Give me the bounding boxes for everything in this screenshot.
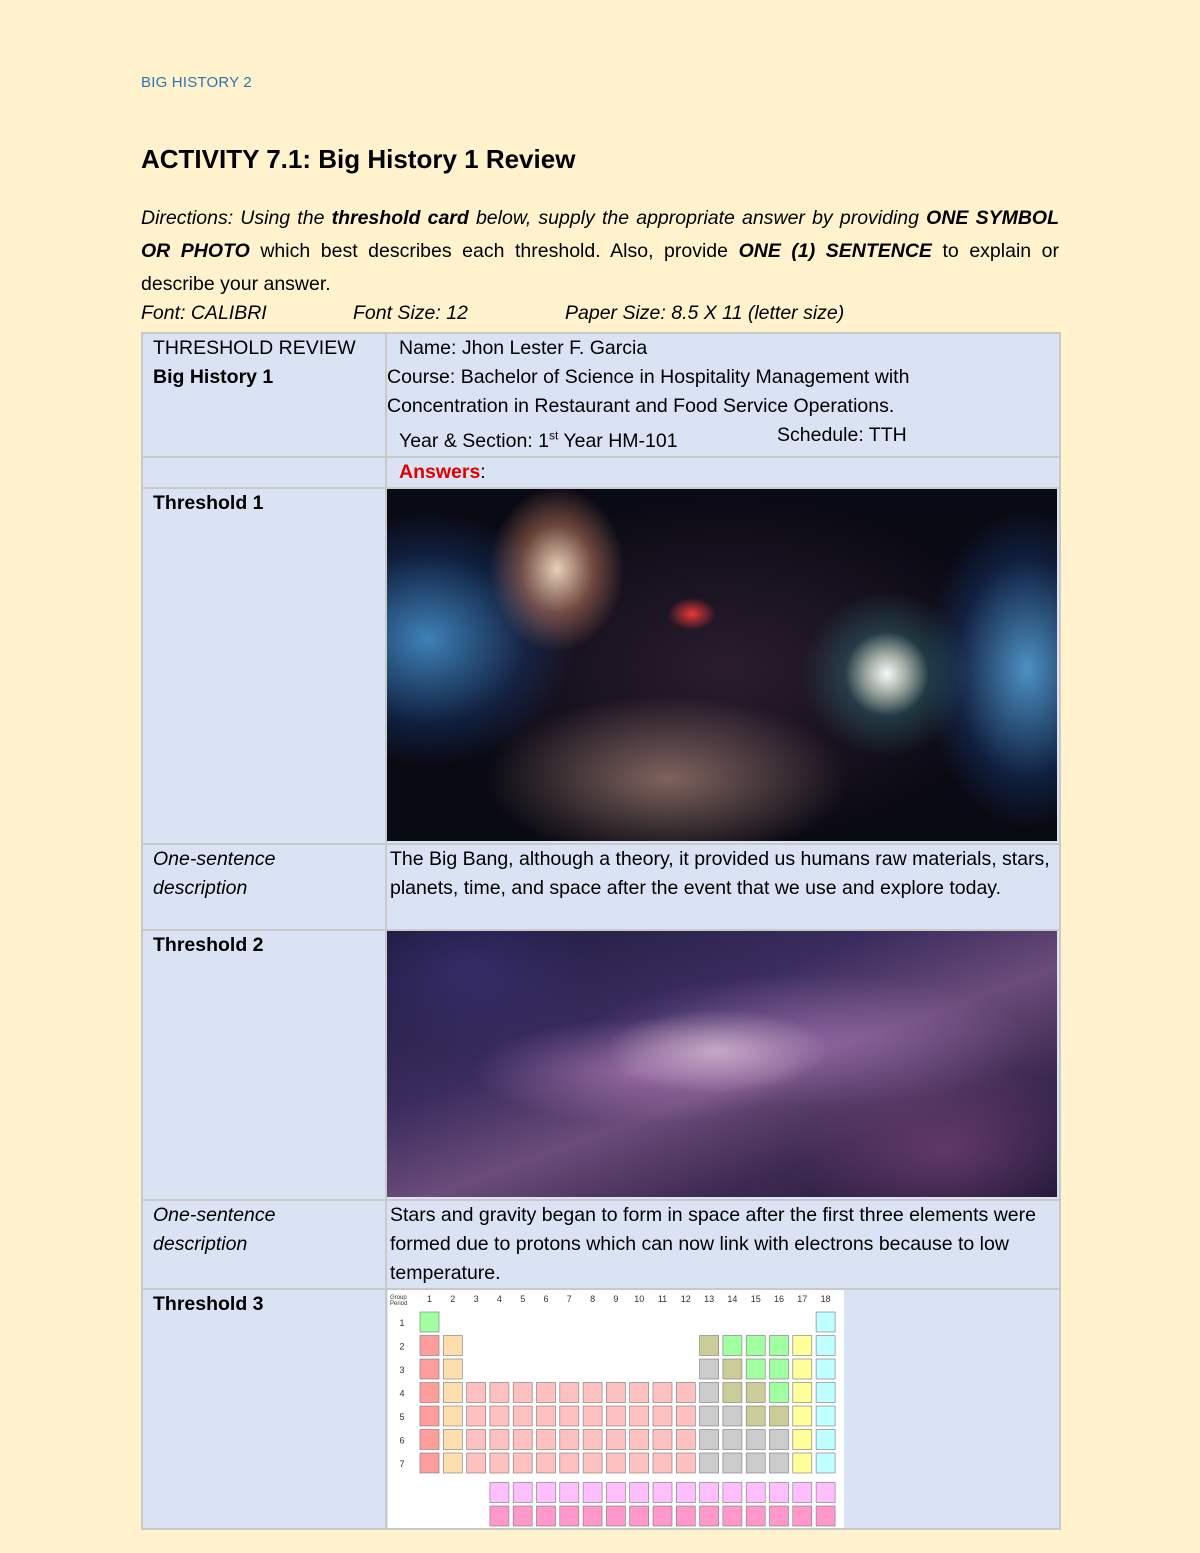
threshold-2-label: Threshold 2 <box>142 930 386 1200</box>
element-cell <box>770 1335 789 1355</box>
element-cell <box>420 1429 439 1449</box>
element-cell <box>420 1406 439 1426</box>
element-cell <box>793 1482 812 1502</box>
element-cell <box>770 1429 789 1449</box>
element-cell <box>490 1406 509 1426</box>
card-left-header <box>142 333 386 457</box>
element-cell <box>723 1335 742 1355</box>
element-cell <box>700 1429 719 1449</box>
element-cell <box>816 1406 835 1426</box>
element-cell <box>700 1335 719 1355</box>
big-bang-image <box>387 489 1057 841</box>
element-cell <box>700 1453 719 1473</box>
element-cell <box>653 1382 672 1402</box>
threshold-1-desc-label: One-sentence description <box>142 844 386 930</box>
group-number: 6 <box>543 1293 549 1304</box>
element-cell <box>560 1406 579 1426</box>
element-cell <box>537 1382 556 1402</box>
element-cell <box>583 1406 602 1426</box>
big-history-1-label: Big History 1 <box>153 366 274 388</box>
element-cell <box>770 1382 789 1402</box>
threshold-1-label: Threshold 1 <box>142 488 386 844</box>
group-number: 7 <box>566 1293 572 1304</box>
year-section: Year & Section: 1st Year HM-101 <box>399 428 678 452</box>
student-name: Name: Jhon Lester F. Garcia <box>399 337 648 359</box>
element-cell <box>606 1406 625 1426</box>
element-cell <box>793 1382 812 1402</box>
element-cell <box>583 1506 602 1526</box>
element-cell <box>700 1406 719 1426</box>
answers-label: Answers <box>399 460 481 483</box>
element-cell <box>700 1506 719 1526</box>
galaxy-image <box>387 931 1057 1197</box>
group-number: 10 <box>634 1293 645 1304</box>
group-number: 8 <box>590 1293 596 1304</box>
directions-one-sentence: ONE (1) SENTENCE <box>738 240 932 262</box>
element-cell <box>653 1482 672 1502</box>
element-cell <box>420 1359 439 1379</box>
element-cell <box>723 1453 742 1473</box>
element-cell <box>513 1429 532 1449</box>
element-cell <box>793 1406 812 1426</box>
period-label: Period <box>390 1300 408 1307</box>
period-number: 6 <box>399 1435 405 1445</box>
element-cell <box>746 1506 765 1526</box>
threshold-2-description: Stars and gravity began to form in space after the first three elements were formed due to protons which can now link with electrons because to low temperature. <box>386 1200 1060 1289</box>
group-number: 9 <box>613 1293 619 1304</box>
element-cell <box>630 1406 649 1426</box>
element-cell <box>443 1335 462 1355</box>
element-cell <box>793 1453 812 1473</box>
element-cell <box>490 1506 509 1526</box>
element-cell <box>630 1429 649 1449</box>
element-cell <box>490 1482 509 1502</box>
directions-text-3: to explain or describe your answer. <box>141 240 1060 295</box>
group-number: 3 <box>473 1293 479 1304</box>
period-number: 5 <box>399 1411 405 1422</box>
element-cell <box>560 1482 579 1502</box>
element-cell <box>443 1382 462 1402</box>
group-number: 1 <box>426 1293 433 1304</box>
element-cell <box>723 1429 742 1449</box>
element-cell <box>420 1335 439 1355</box>
element-cell <box>513 1453 532 1473</box>
element-cell <box>560 1382 579 1402</box>
element-cell <box>793 1429 812 1449</box>
element-cell <box>630 1482 649 1502</box>
element-cell <box>606 1482 625 1502</box>
threshold-3-image-cell <box>386 1289 1060 1529</box>
element-cell <box>490 1453 509 1473</box>
element-cell <box>816 1453 835 1473</box>
element-cell <box>443 1429 462 1449</box>
element-cell <box>420 1453 439 1473</box>
element-cell <box>793 1359 812 1379</box>
element-cell <box>653 1406 672 1426</box>
element-cell <box>746 1453 765 1473</box>
element-cell <box>606 1506 625 1526</box>
element-cell <box>723 1382 742 1402</box>
element-cell <box>653 1429 672 1449</box>
element-cell <box>560 1453 579 1473</box>
element-cell <box>606 1453 625 1473</box>
periodic-table-image <box>388 1290 844 1528</box>
element-cell <box>537 1482 556 1502</box>
directions-text: below, supply the appropriate answer by providing <box>468 207 927 229</box>
answers-header: Answers: <box>386 457 1060 488</box>
directions-one-symbol: ONE SYMBOL OR PHOTO <box>141 207 1059 262</box>
element-cell <box>583 1453 602 1473</box>
element-cell <box>560 1506 579 1526</box>
element-cell <box>723 1359 742 1379</box>
group-number: 4 <box>496 1293 502 1304</box>
font-size-requirement: Font Size: 12 <box>353 302 468 324</box>
group-number: 14 <box>727 1293 738 1304</box>
element-cell <box>653 1453 672 1473</box>
course-line-1: Course: Bachelor of Science in Hospitality Management with <box>387 366 910 388</box>
element-cell <box>746 1335 765 1355</box>
element-cell <box>537 1429 556 1449</box>
element-cell <box>770 1482 789 1502</box>
element-cell <box>770 1453 789 1473</box>
group-number: 16 <box>773 1293 785 1304</box>
element-cell <box>770 1506 789 1526</box>
element-cell <box>490 1429 509 1449</box>
group-number: 12 <box>680 1293 691 1304</box>
period-number: 4 <box>399 1388 405 1398</box>
element-cell <box>746 1406 765 1426</box>
element-cell <box>700 1482 719 1502</box>
element-cell <box>816 1429 835 1449</box>
group-number: 13 <box>704 1293 715 1304</box>
year-section-line <box>387 421 1059 456</box>
element-cell <box>513 1382 532 1402</box>
group-number: 15 <box>750 1293 761 1304</box>
threshold-review-label: THRESHOLD REVIEW <box>153 337 356 359</box>
element-cell <box>816 1506 835 1526</box>
element-cell <box>537 1406 556 1426</box>
period-number: 3 <box>399 1364 405 1375</box>
element-cell <box>583 1429 602 1449</box>
element-cell <box>490 1382 509 1402</box>
element-cell <box>420 1382 439 1402</box>
threshold-1-image-cell <box>386 488 1060 844</box>
threshold-3-label: Threshold 3 <box>142 1289 386 1529</box>
course-header: BIG HISTORY 2 <box>141 74 252 91</box>
element-cell <box>676 1506 695 1526</box>
period-number: 7 <box>399 1458 405 1469</box>
element-cell <box>746 1482 765 1502</box>
student-info <box>386 333 1060 457</box>
directions-paragraph <box>141 202 1059 301</box>
group-number: 5 <box>520 1293 526 1304</box>
element-cell <box>513 1506 532 1526</box>
element-cell <box>443 1359 462 1379</box>
group-number: 2 <box>450 1293 456 1304</box>
element-cell <box>723 1506 742 1526</box>
schedule: Schedule: TTH <box>777 424 907 446</box>
element-cell <box>816 1482 835 1502</box>
element-cell <box>723 1482 742 1502</box>
font-requirement: Font: CALIBRI <box>141 302 267 324</box>
element-cell <box>537 1453 556 1473</box>
element-cell <box>746 1359 765 1379</box>
element-cell <box>676 1482 695 1502</box>
group-number: 17 <box>797 1293 808 1304</box>
threshold-2-desc-label: One-sentence description <box>142 1200 386 1289</box>
element-cell <box>793 1335 812 1355</box>
element-cell <box>816 1382 835 1402</box>
element-cell <box>443 1453 462 1473</box>
element-cell <box>560 1429 579 1449</box>
group-number: 18 <box>820 1293 831 1304</box>
element-cell <box>676 1382 695 1402</box>
element-cell <box>746 1382 765 1402</box>
format-requirements <box>141 302 1059 332</box>
threshold-1-description: The Big Bang, although a theory, it provided us humans raw materials, stars, planets, time, and space after the event that we use and explore today. <box>386 844 1060 930</box>
element-cell <box>746 1429 765 1449</box>
element-cell <box>467 1429 486 1449</box>
element-cell <box>700 1382 719 1402</box>
element-cell <box>467 1382 486 1402</box>
threshold-card <box>141 332 1061 1530</box>
element-cell <box>676 1406 695 1426</box>
element-cell <box>676 1429 695 1449</box>
empty-cell <box>142 457 386 488</box>
element-cell <box>537 1506 556 1526</box>
element-cell <box>606 1382 625 1402</box>
element-cell <box>770 1406 789 1426</box>
element-cell <box>467 1453 486 1473</box>
element-cell <box>723 1406 742 1426</box>
directions-threshold-card: threshold card <box>331 207 469 229</box>
activity-title: ACTIVITY 7.1: Big History 1 Review <box>141 144 576 174</box>
threshold-2-image-cell <box>386 930 1060 1200</box>
element-cell <box>513 1482 532 1502</box>
element-cell <box>816 1335 835 1355</box>
element-cell <box>816 1312 835 1332</box>
element-cell <box>793 1506 812 1526</box>
element-cell <box>420 1312 439 1332</box>
period-number: 2 <box>399 1341 405 1351</box>
element-cell <box>816 1359 835 1379</box>
course-line-2: Concentration in Restaurant and Food Service Operations. <box>387 395 895 417</box>
element-cell <box>630 1506 649 1526</box>
period-number: 1 <box>399 1317 405 1328</box>
element-cell <box>770 1359 789 1379</box>
directions-text-2: which best describes each threshold. Also, provide <box>249 240 739 262</box>
group-label: Group <box>390 1294 407 1301</box>
element-cell <box>676 1453 695 1473</box>
element-cell <box>443 1406 462 1426</box>
directions-intro: Directions: Using the <box>141 207 332 229</box>
element-cell <box>700 1359 719 1379</box>
element-cell <box>583 1382 602 1402</box>
element-cell <box>606 1429 625 1449</box>
element-cell <box>467 1406 486 1426</box>
group-number: 11 <box>657 1293 668 1304</box>
element-cell <box>513 1406 532 1426</box>
element-cell <box>583 1482 602 1502</box>
element-cell <box>630 1382 649 1402</box>
paper-size-requirement: Paper Size: 8.5 X 11 (letter size) <box>565 302 845 324</box>
element-cell <box>630 1453 649 1473</box>
element-cell <box>653 1506 672 1526</box>
